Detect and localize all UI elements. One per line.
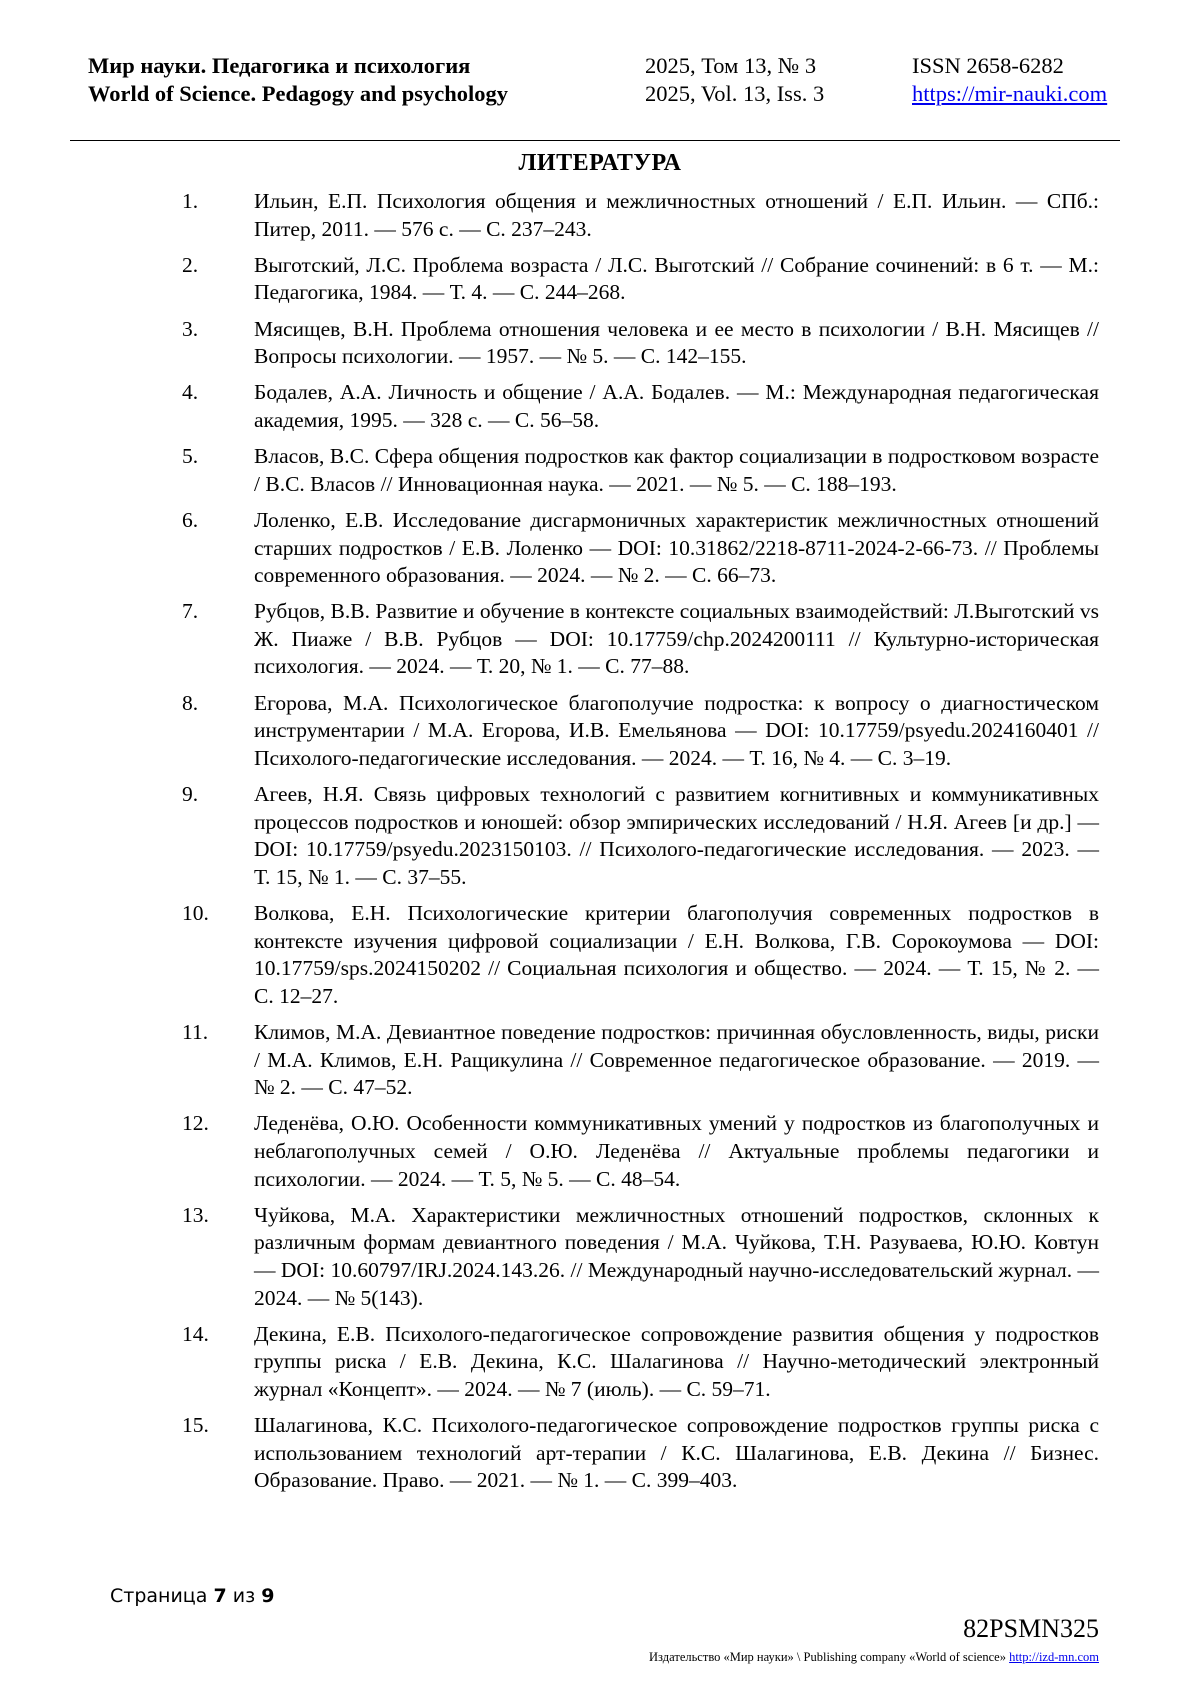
reference-text: Егорова, М.А. Психологическое благополучие подростка: к вопросу о диагностическом инструментарии / М.А. Егорова, И.В. Емельянова — DOI: 10.17759/psyedu.2024160401 // Психолого-педагогические исследования. — 2024. — Т. 16, № 4. — С. 3–19.	[254, 690, 1099, 770]
reference-number: 4.	[182, 380, 199, 405]
reference-number: 3.	[182, 316, 199, 341]
reference-text: Шалагинова, К.С. Психолого-педагогическое сопровождение подростков группы риска с использованием технологий арт-терапии / К.С. Шалагинова, Е.В. Декина // Бизнес. Образование. Право. — 2021. — № 1. — С. 399–403.	[254, 1413, 1099, 1493]
journal-title-block	[88, 52, 508, 108]
reference-item	[182, 507, 1099, 590]
page-header	[70, 50, 1120, 141]
reference-number: 15.	[182, 1413, 209, 1438]
reference-number: 5.	[182, 444, 199, 469]
reference-number: 1.	[182, 189, 199, 213]
reference-number: 2.	[182, 252, 199, 277]
reference-item	[182, 781, 1099, 891]
reference-text: Ильин, Е.П. Психология общения и межличностных отношений / Е.П. Ильин. — СПб.: Питер, 2011. — 576 с. — С. 237–243.	[254, 189, 1099, 241]
reference-number: 9.	[182, 782, 199, 807]
reference-number: 12.	[182, 1111, 209, 1136]
reference-item	[182, 252, 1099, 307]
reference-text: Леденёва, О.Ю. Особенности коммуникативных умений у подростков из благополучных и неблагополучных семей / О.Ю. Леденёва // Актуальные проблемы педагогики и психологии. — 2024. — Т. 5, № 5. — С. 48–54.	[254, 1111, 1099, 1191]
reference-item	[182, 598, 1099, 681]
reference-text: Климов, М.А. Девиантное поведение подростков: причинная обусловленность, виды, риски / М.А. Климов, Е.Н. Ращикулина // Современное педагогическое образование. — 2019. — № 2. — С. 47–52.	[254, 1019, 1099, 1100]
page-current: 7	[213, 1585, 227, 1607]
journal-title-en: World of Science. Pedagogy and psychology	[88, 81, 509, 106]
reference-item	[182, 900, 1099, 1010]
reference-number: 14.	[182, 1321, 209, 1346]
reference-number: 6.	[182, 507, 199, 532]
reference-text: Чуйкова, М.А. Характеристики межличностных отношений подростков, склонных к различным формам девиантного поведения / М.А. Чуйкова, Т.Н. Разуваева, Ю.Ю. Ковтун — DOI: 10.60797/IRJ.2024.143.26. // Международный научно-исследовательский журнал. — 2024. — № 5(143).	[254, 1202, 1099, 1310]
issn-block	[912, 52, 1107, 108]
reference-text: Выготский, Л.С. Проблема возраста / Л.С. Выготский // Собрание сочинений: в 6 т. — М.: Педагогика, 1984. — Т. 4. — С. 244–268.	[254, 252, 1099, 305]
journal-title-ru: Мир науки. Педагогика и психология	[88, 53, 471, 78]
reference-text: Лоленко, Е.В. Исследование дисгармоничных характеристик межличностных отношений старших подростков / Е.В. Лоленко — DOI: 10.31862/2218-8711-2024-2-66-73. // Проблемы современного образования. — 2024. — № 2. — С. 66–73.	[254, 507, 1099, 588]
page-total: 9	[261, 1585, 275, 1607]
reference-number: 7.	[182, 599, 199, 624]
reference-item	[182, 1110, 1099, 1193]
reference-text: Декина, Е.В. Психолого-педагогическое сопровождение развития общения у подростков группы риска / Е.В. Декина, К.С. Шалагинова // Научно-методический электронный журнал «Концепт». — 2024. — № 7 (июль). — С. 59–71.	[254, 1321, 1099, 1401]
reference-item	[182, 1412, 1099, 1495]
reference-text: Власов, В.С. Сфера общения подростков как фактор социализации в подростковом возрасте / В.С. Власов // Инновационная наука. — 2021. — № 5. — С. 188–193.	[254, 444, 1099, 496]
reference-item	[182, 188, 1099, 243]
reference-number: 11.	[182, 1019, 209, 1044]
section-title: ЛИТЕРАТУРА	[518, 150, 682, 176]
issue-info-en: 2025, Vol. 13, Iss. 3	[645, 81, 825, 106]
reference-text: Агеев, Н.Я. Связь цифровых технологий с развитием когнитивных и коммуникативных процессов подростков и юношей: обзор эмпирических исследований / Н.Я. Агеев [и др.] — DOI: 10.17759/psyedu.2023150103. // Психолого-педагогические исследования. — 2023. — Т. 15, № 1. — С. 37–55.	[254, 782, 1099, 889]
reference-item	[182, 690, 1099, 773]
reference-text: Бодалев, А.А. Личность и общение / А.А. Бодалев. — М.: Международная педагогическая академия, 1995. — 328 с. — С. 56–58.	[254, 380, 1099, 432]
reference-text: Волкова, Е.Н. Психологические критерии благополучия современных подростков в контексте изучения цифровой социализации / Е.Н. Волкова, Г.В. Сорокоумова — DOI: 10.17759/sps.2024150202 // Социальная психология и общество. — 2024. — Т. 15, № 2. — С. 12–27.	[254, 901, 1099, 1008]
website-link[interactable]: https://mir-nauki.com	[912, 81, 1108, 106]
reference-number: 8.	[182, 690, 199, 715]
page-counter	[110, 1584, 274, 1608]
reference-number: 13.	[182, 1202, 209, 1227]
issue-info-ru: 2025, Том 13, № 3	[645, 53, 817, 78]
reference-number: 10.	[182, 901, 209, 925]
reference-item	[182, 1321, 1099, 1404]
reference-list	[182, 188, 1099, 1503]
reference-text: Рубцов, В.В. Развитие и обучение в контексте социальных взаимодействий: Л.Выготский vs Ж. Пиаже / В.В. Рубцов — DOI: 10.17759/chp.2024200111 // Культурно-историческая психология. — 2024. — Т. 20, № 1. — С. 77–88.	[254, 599, 1099, 679]
publisher-link[interactable]: http://izd-mn.com	[1009, 1650, 1099, 1664]
issue-info-block	[645, 52, 824, 108]
reference-item	[182, 1202, 1099, 1312]
reference-item	[182, 316, 1099, 371]
reference-item	[182, 443, 1099, 498]
reference-item	[182, 1019, 1099, 1102]
reference-item	[182, 379, 1099, 434]
page-label: Страница	[110, 1585, 208, 1607]
page-of-label: из	[232, 1585, 256, 1607]
publisher-text: Издательство «Мир науки» \ Publishing company «World of science»	[649, 1650, 1006, 1664]
reference-text: Мясищев, В.Н. Проблема отношения человека и ее место в психологии / В.Н. Мясищев // Вопросы психологии. — 1957. — № 5. — С. 142–155.	[254, 316, 1099, 369]
article-code: 82PSMN325	[963, 1614, 1099, 1643]
issn: ISSN 2658-6282	[912, 53, 1064, 78]
publisher-line	[649, 1649, 1099, 1665]
